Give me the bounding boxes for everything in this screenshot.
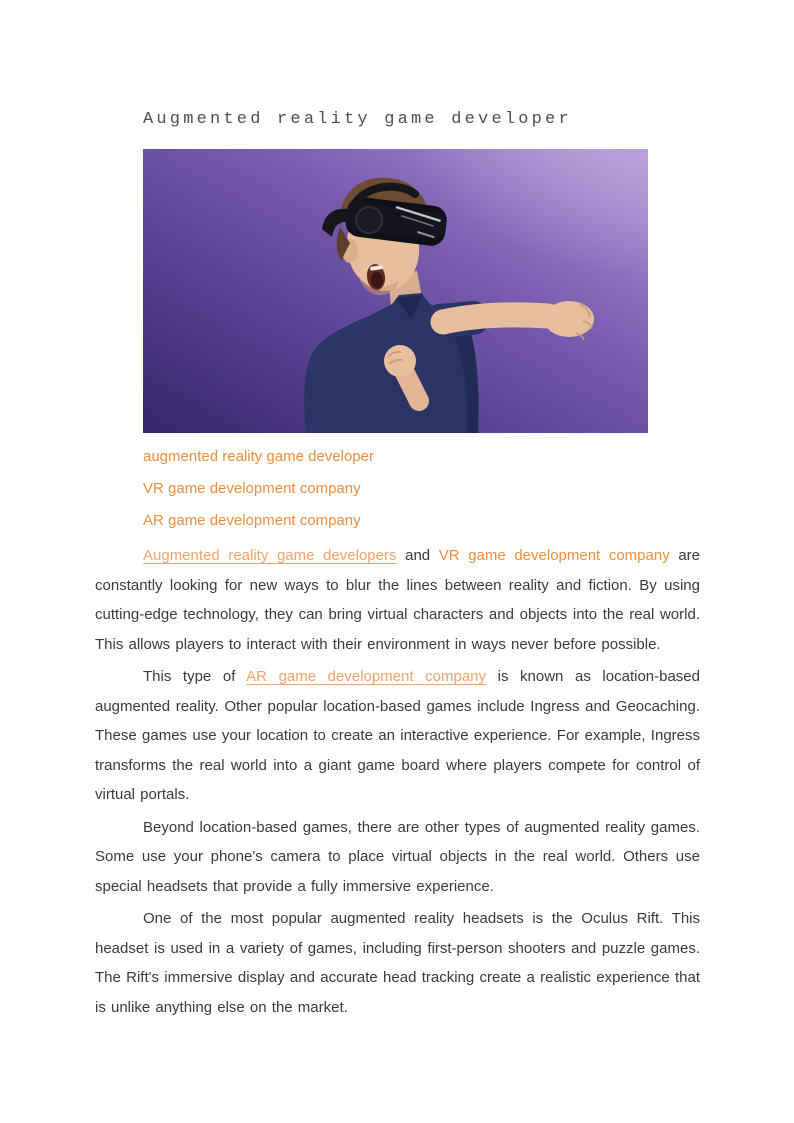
paragraph-2-text: is known as location-based augmented reality. Other popular location-based games include Ingress and Geocaching. These games use your location to create an interactive experience. For example, Ingress transforms the real world into a giant game board where players compete for control of virtual portals. (95, 668, 700, 803)
article-body (95, 541, 700, 1022)
keyword-line-vr: VR game development company (143, 480, 361, 497)
paragraph-2-lead: This type of (143, 668, 247, 685)
link-ar-game-development-company[interactable]: AR game development company (246, 668, 487, 685)
paragraph-4: One of the most popular augmented reality headsets is the Oculus Rift. This headset is used in a variety of games, including first-person shooters and puzzle games. The Rift's immersive display and accurate head tracking create a realistic experience that is unlike anything else on the market. (95, 910, 700, 1016)
vr-headset-photo (143, 149, 648, 433)
paragraph-1-conjunction: and (396, 547, 439, 564)
man-extended-arm (443, 315, 548, 322)
paragraph-3: Beyond location-based games, there are other types of augmented reality games. Some use your phone's camera to place virtual objects in the real world. Others use special headsets that provide a fully immersive experience. (95, 818, 700, 895)
link-augmented-reality-game-developers[interactable]: Augmented reality game developers (143, 547, 397, 564)
vr-photo-illustration (143, 149, 648, 433)
paragraph-1 (95, 541, 700, 659)
paragraph-2 (95, 662, 700, 810)
keyword-line-ar: AR game development company (143, 512, 361, 529)
page-title: Augmented reality game developer (143, 110, 572, 129)
man-left-fist (384, 345, 416, 377)
man-right-fist (544, 301, 594, 337)
keyword-line-augmented: augmented reality game developer (143, 448, 374, 465)
paragraph-1-text: are constantly looking for new ways to blur the lines between reality and fiction. By using cutting-edge technology, they can bring virtual characters and objects into the real world. This allows players to interact with their environment in ways never before possible. (95, 547, 700, 653)
keyword-list (143, 441, 794, 537)
inline-keyword-vr-company: VR game development company (438, 547, 670, 564)
